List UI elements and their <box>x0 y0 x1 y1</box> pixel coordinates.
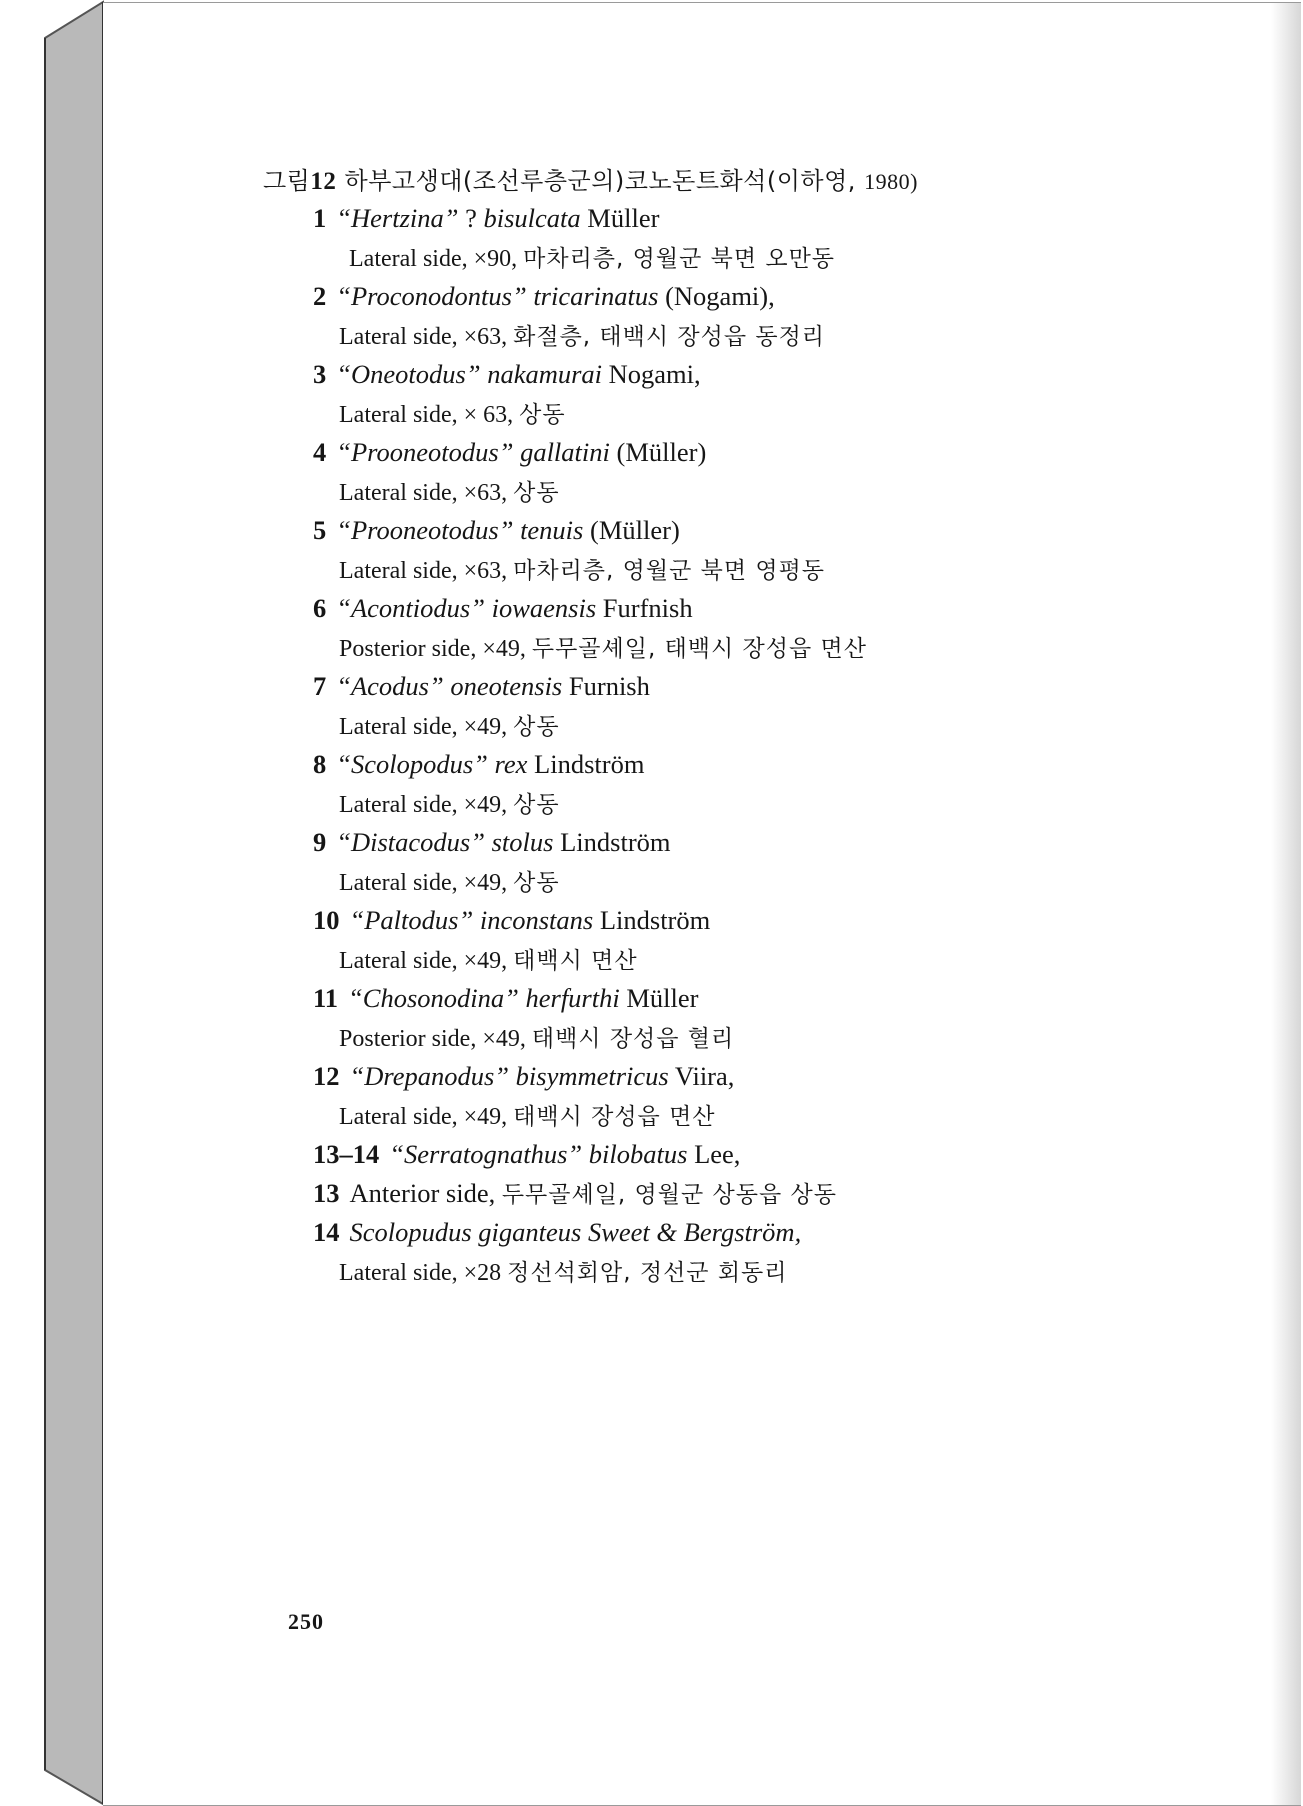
entry-head <box>263 667 1163 706</box>
entry-author: Lindström <box>599 905 711 935</box>
entry-description-line <box>263 628 1163 667</box>
species-entry <box>263 667 1163 745</box>
entry-separator <box>485 827 492 857</box>
species-list <box>263 199 1163 1135</box>
entry-genus: “Proconodontus” <box>336 281 527 311</box>
entry-author: Müller <box>626 983 699 1013</box>
entry-number: 5 <box>313 515 327 545</box>
entry-locality: 상동 <box>513 480 560 506</box>
entry-number: 9 <box>313 827 327 857</box>
entry-head <box>263 745 1163 784</box>
entry-head <box>263 1174 1163 1213</box>
entry-locality: 상동 <box>513 870 560 896</box>
species-entry <box>263 901 1163 979</box>
entry-separator <box>485 593 492 623</box>
entry-description: Anterior side, <box>349 1178 502 1208</box>
entry-locality: 마차리층, 영월군 북면 오만동 <box>523 246 836 272</box>
species-entry <box>263 1057 1163 1135</box>
entry-species: tricarinatus <box>533 281 659 311</box>
entry-locality: 두무골셰일, 영월군 상동읍 상동 <box>501 1182 837 1208</box>
caption-figure-number: 12 <box>310 168 337 195</box>
entry-genus: “Hertzina” <box>336 203 459 233</box>
entry-locality: 화절층, 태백시 장성읍 동정리 <box>513 324 826 350</box>
entry-description: Lateral side, ×28 <box>339 1260 508 1286</box>
entry-description: Lateral side, ×49, <box>339 1104 514 1130</box>
entry-description: Lateral side, ×49, <box>339 714 514 740</box>
entry-author: (Müller) <box>590 515 680 545</box>
entry-number: 11 <box>313 983 339 1013</box>
entry-number: 13–14 <box>313 1139 380 1169</box>
entry-number: 1 <box>313 203 327 233</box>
entry-head <box>263 1135 1163 1174</box>
entry-number: 4 <box>313 437 327 467</box>
entry-head <box>263 433 1163 472</box>
entry-head <box>263 589 1163 628</box>
entry-author: Lindström <box>534 749 645 779</box>
entry-description-line <box>263 784 1163 823</box>
entry-genus: “Drepanodus” <box>349 1061 510 1091</box>
species-entry <box>263 589 1163 667</box>
entry-locality: 태백시 장성읍 면산 <box>513 1104 716 1130</box>
entry-genus: “Paltodus” <box>349 905 474 935</box>
species-entry-13 <box>263 1174 1163 1213</box>
entry-author: (Müller) <box>616 437 707 467</box>
entry-species: oneotensis <box>450 671 563 701</box>
species-entry <box>263 823 1163 901</box>
entry-description-line <box>263 706 1163 745</box>
entry-head <box>263 355 1163 394</box>
species-entry <box>263 433 1163 511</box>
entry-author: Nogami, <box>608 359 701 389</box>
entry-separator: ? <box>458 203 484 233</box>
entry-description-line <box>263 862 1163 901</box>
species-entry-13-14 <box>263 1135 1163 1174</box>
entry-number: 3 <box>313 359 327 389</box>
entry-head <box>263 277 1163 316</box>
entry-genus: “Serratognathus” <box>389 1139 583 1169</box>
entry-species: inconstans <box>479 905 594 935</box>
entry-separator <box>519 983 526 1013</box>
entry-author: Furnish <box>568 671 650 701</box>
entry-head <box>263 1057 1163 1096</box>
entry-number: 10 <box>313 905 340 935</box>
entry-separator <box>473 905 480 935</box>
entry-description: Lateral side, ×49, <box>339 948 514 974</box>
entry-description-line <box>263 550 1163 589</box>
entry-locality: 마차리층, 영월군 북면 영평동 <box>513 558 826 584</box>
entry-description-line <box>263 1252 1163 1291</box>
entry-species: gallatini <box>520 437 610 467</box>
entry-locality: 상동 <box>513 792 560 818</box>
entry-head <box>263 511 1163 550</box>
entry-species: bisymmetricus <box>515 1061 669 1091</box>
figure-caption-block <box>263 163 1163 1291</box>
entry-description-line <box>263 238 1163 277</box>
page-edge-shadow <box>1271 3 1301 1805</box>
entry-species: nakamurai <box>487 359 603 389</box>
entry-number: 14 <box>313 1217 340 1247</box>
entry-description: Lateral side, ×63, <box>339 558 514 584</box>
entry-description: Lateral side, × 63, <box>339 402 520 428</box>
species-entry <box>263 511 1163 589</box>
entry-description: Lateral side, ×63, <box>339 324 514 350</box>
entry-species: tenuis <box>520 515 584 545</box>
entry-author: Viira, <box>674 1061 735 1091</box>
entry-author: Müller <box>587 203 660 233</box>
entry-species: iowaensis <box>491 593 597 623</box>
entry-number: 2 <box>313 281 327 311</box>
entry-genus: “Oneotodus” <box>336 359 481 389</box>
entry-genus: “Acodus” <box>336 671 444 701</box>
entry-description: Lateral side, ×49, <box>339 792 514 818</box>
entry-species: stolus <box>491 827 554 857</box>
entry-locality: 상동 <box>519 402 566 428</box>
entry-head <box>263 979 1163 1018</box>
entry-locality: 태백시 장성읍 혈리 <box>531 1026 735 1052</box>
entry-locality: 두무골셰일, 태백시 장성읍 면산 <box>531 636 867 662</box>
entry-author: Lee, <box>694 1139 741 1169</box>
entry-number: 8 <box>313 749 327 779</box>
entry-description: Lateral side, ×63, <box>339 480 514 506</box>
entry-author: (Nogami), <box>665 281 775 311</box>
entry-locality: 상동 <box>513 714 560 740</box>
entry-head <box>263 1213 1163 1252</box>
entry-genus: “Chosonodina” <box>348 983 519 1013</box>
entry-genus: “Prooneotodus” <box>336 515 514 545</box>
species-entry-14 <box>263 1213 1163 1291</box>
entry-genus: “Scolopodus” <box>336 749 488 779</box>
entry-species: rex <box>494 749 528 779</box>
species-entry <box>263 355 1163 433</box>
figure-caption-title <box>263 163 1163 199</box>
entry-genus: “Acontiodus” <box>336 593 485 623</box>
entry-locality: 태백시 면산 <box>513 948 638 974</box>
entry-head <box>263 823 1163 862</box>
entry-description-line <box>263 472 1163 511</box>
caption-title: 하부고생대(조선루층군의)코노돈트화석(이하영, <box>344 167 856 195</box>
entry-description-line <box>263 316 1163 355</box>
entry-description: Lateral side, ×90, <box>349 246 524 272</box>
entry-description-line <box>263 1096 1163 1135</box>
caption-year: 1980) <box>864 169 918 194</box>
entry-locality: 정선석회암, 정선군 회동리 <box>507 1260 788 1286</box>
entry-species: bisulcata <box>483 203 581 233</box>
entry-description-line <box>263 940 1163 979</box>
entry-author: Lindström <box>560 827 671 857</box>
entry-head <box>263 901 1163 940</box>
entry-species: herfurthi <box>525 983 620 1013</box>
entry-number: 6 <box>313 593 327 623</box>
page-number: 250 <box>288 1609 324 1634</box>
species-entry <box>263 199 1163 277</box>
entry-separator <box>488 749 495 779</box>
entry-head <box>263 199 1163 238</box>
entry-description-line <box>263 1018 1163 1057</box>
entry-species: bilobatus <box>588 1139 688 1169</box>
species-entry <box>263 277 1163 355</box>
entry-genus: “Distacodus” <box>336 827 485 857</box>
entry-separator <box>509 1061 516 1091</box>
entry-genus: “Prooneotodus” <box>336 437 514 467</box>
species-entry <box>263 745 1163 823</box>
entry-number: 12 <box>313 1061 340 1091</box>
entry-number: 7 <box>313 671 327 701</box>
species-entry <box>263 979 1163 1057</box>
entry-number: 13 <box>313 1178 340 1208</box>
entry-name: Scolopudus giganteus Sweet & Bergström, <box>349 1217 802 1247</box>
entry-description: Posterior side, ×49, <box>339 636 532 662</box>
entry-author: Furfnish <box>602 593 693 623</box>
entry-description-line <box>263 394 1163 433</box>
caption-prefix: 그림 <box>263 167 311 195</box>
entry-description: Posterior side, ×49, <box>339 1026 532 1052</box>
entry-description: Lateral side, ×49, <box>339 870 514 896</box>
